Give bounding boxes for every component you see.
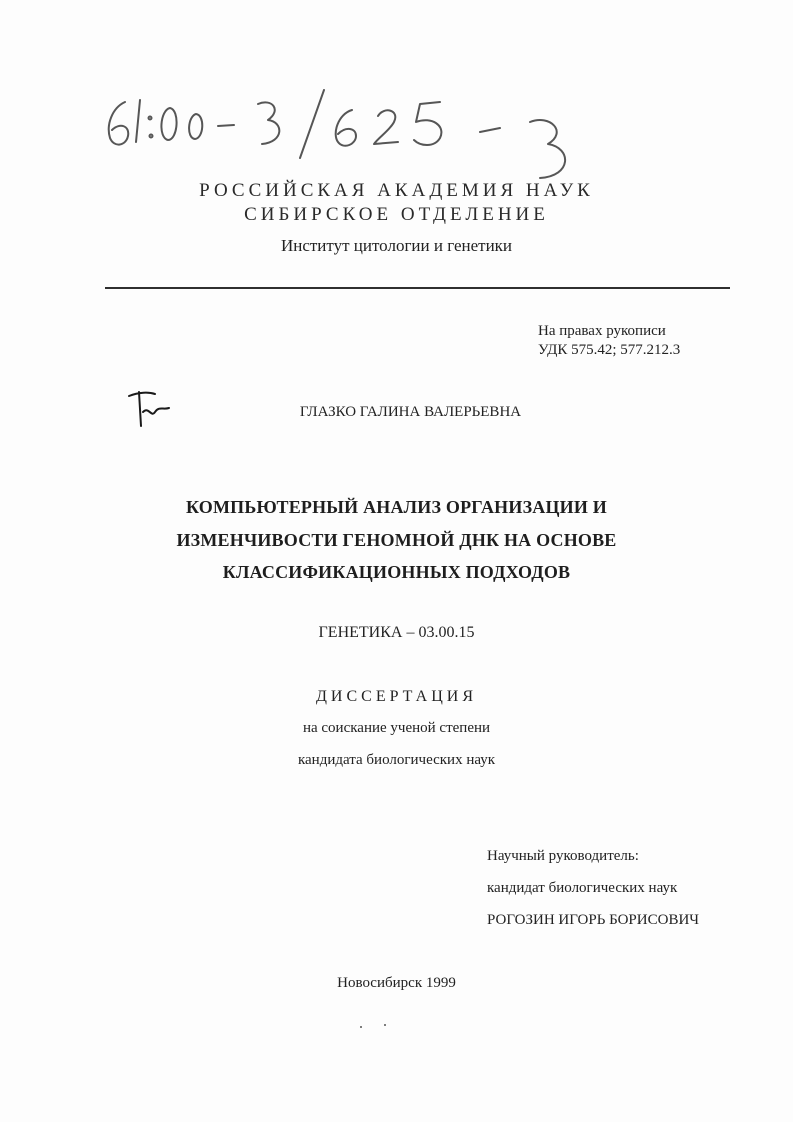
title-line-2: ИЗМЕНЧИВОСТИ ГЕНОМНОЙ ДНК НА ОСНОВЕ bbox=[176, 530, 617, 550]
dissertation-degree: кандидата биологических наук bbox=[297, 752, 496, 768]
title-line-3: КЛАССИФИКАЦИОННЫХ ПОДХОДОВ bbox=[222, 562, 571, 582]
specialty-code: ГЕНЕТИКА – 03.00.15 bbox=[318, 624, 475, 641]
supervisor-name: РОГОЗИН ИГОРЬ БОРИСОВИЧ bbox=[487, 912, 700, 928]
handwritten-archive-code bbox=[0, 80, 793, 190]
academy-name: РОССИЙСКАЯ АКАДЕМИЯ НАУК bbox=[199, 180, 594, 201]
author-name: ГЛАЗКО ГАЛИНА ВАЛЕРЬЕВНА bbox=[299, 404, 522, 420]
manuscript-rights: На правах рукописи bbox=[538, 323, 666, 339]
udk-code: УДК 575.42; 577.212.3 bbox=[538, 342, 681, 358]
dissertation-heading: ДИССЕРТАЦИЯ bbox=[316, 688, 477, 705]
title-line-1: КОМПЬЮТЕРНЫЙ АНАЛИЗ ОРГАНИЗАЦИИ И bbox=[185, 497, 607, 517]
city-year: Новосибирск 1999 bbox=[337, 975, 456, 991]
header-divider bbox=[105, 287, 730, 289]
dissertation-purpose: на соискание ученой степени bbox=[302, 720, 491, 736]
institute-name: Институт цитологии и генетики bbox=[280, 236, 513, 255]
scan-specks bbox=[355, 1022, 395, 1032]
supervisor-label: Научный руководитель: bbox=[487, 848, 639, 864]
branch-name: СИБИРСКОЕ ОТДЕЛЕНИЕ bbox=[244, 204, 549, 225]
supervisor-degree: кандидат биологических наук bbox=[487, 880, 678, 896]
